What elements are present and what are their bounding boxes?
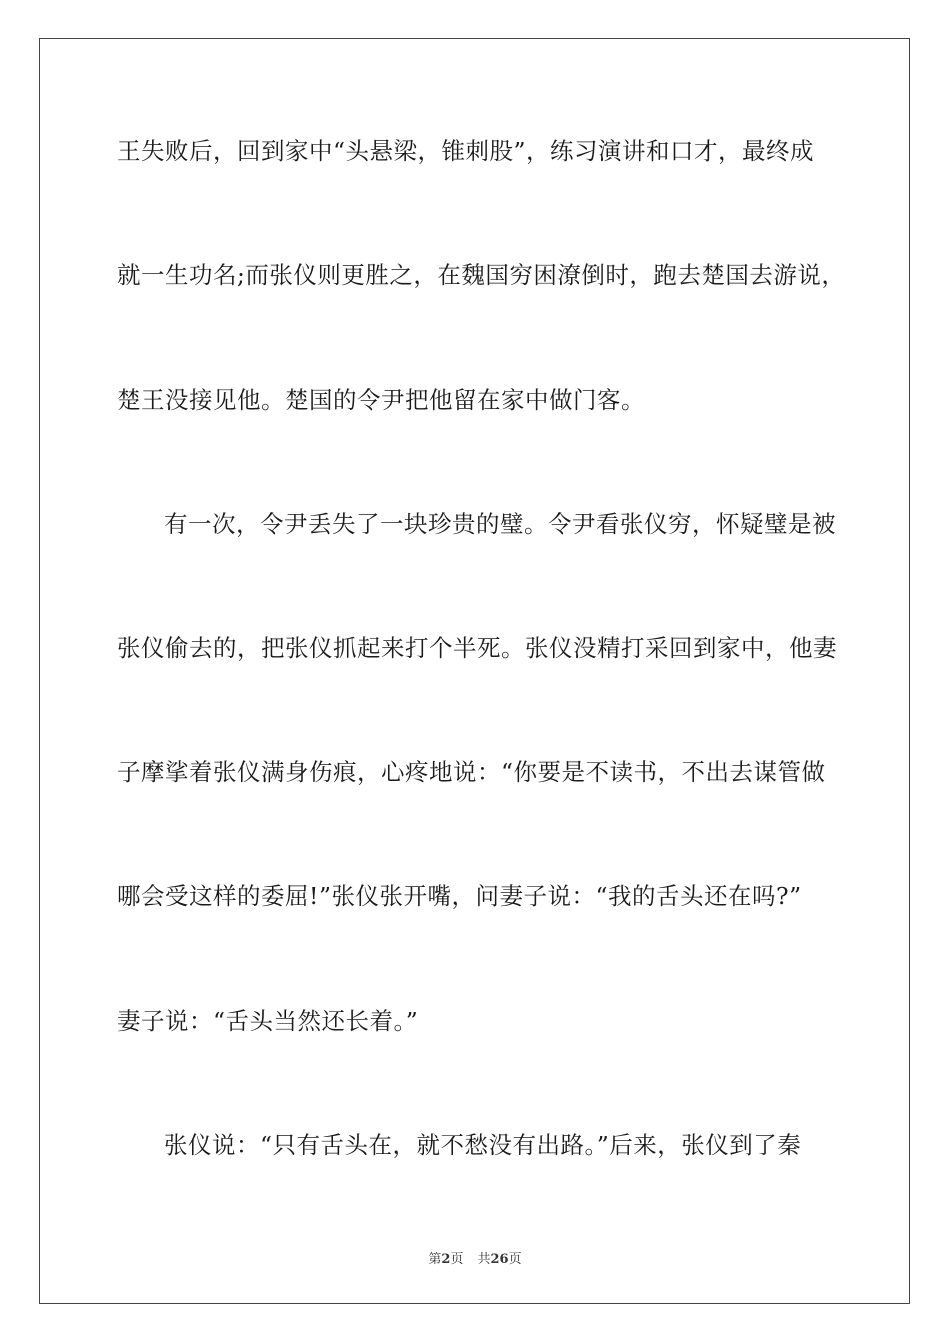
text-line-2: 就一生功名;而张仪则更胜之，在魏国穷困潦倒时，跑去楚国去游说，: [117, 261, 846, 289]
total-prefix: 共: [477, 1252, 491, 1267]
text-line-4: 有一次，令尹丢失了一块珍贵的璧。令尹看张仪穷，怀疑璧是被: [164, 510, 836, 538]
text-line-1: 王失败后，回到家中“头悬梁，锥刺股”，练习演讲和口才，最终成: [117, 137, 815, 165]
page-number: 2: [441, 1252, 451, 1267]
page-border: [39, 38, 910, 1304]
text-line-8: 妻子说：“舌头当然还长着。”: [117, 1007, 419, 1035]
page-footer: [0, 1248, 950, 1267]
text-line-9: 张仪说：“只有舌头在，就不愁没有出路。”后来，张仪到了秦: [164, 1131, 802, 1159]
total-pages: 26: [490, 1252, 509, 1267]
text-line-6: 子摩挲着张仪满身伤痕，心疼地说：“你要是不读书，不出去谋管做: [117, 758, 826, 786]
text-line-5: 张仪偷去的，把张仪抓起来打个半死。张仪没精打采回到家中，他妻: [117, 634, 837, 662]
total-suffix: 页: [508, 1252, 522, 1267]
text-line-7: 哪会受这样的委屈!”张仪张开嘴，问妻子说：“我的舌头还在吗?”: [117, 882, 802, 910]
page-prefix: 第: [428, 1252, 442, 1267]
text-line-3: 楚王没接见他。楚国的令尹把他留在家中做门客。: [117, 386, 645, 414]
page-suffix: 页: [450, 1252, 464, 1267]
